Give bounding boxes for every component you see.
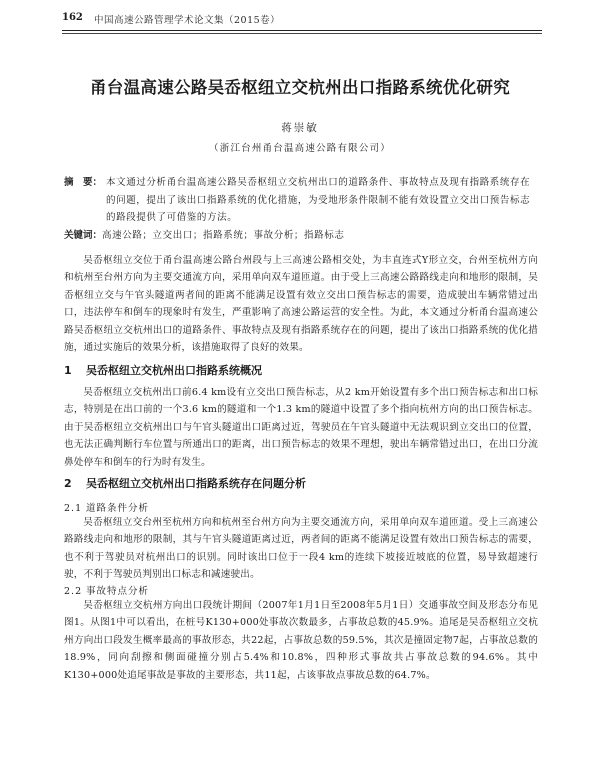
section-heading [64, 362, 262, 378]
page-header [62, 9, 562, 29]
header-rule [62, 30, 542, 31]
section-heading [64, 475, 306, 491]
author-affiliation: （浙江台州甬台温高速公路有限公司） [209, 143, 391, 154]
section-number: 1 [64, 364, 72, 377]
abstract-text: 本文通过分析甬台温高速公路吴岙枢纽立交杭州出口的道路条件、事故特点及现有指路系统存在的问题，提出了该出口指路系统的优化措施，为受地形条件限制不能有效设置立交出口预告标志的路段提供了可借鉴的方法。 [106, 177, 531, 223]
header-rule-thin [62, 33, 542, 34]
keywords [64, 227, 544, 241]
keywords-text: 高速公路；立交出口；指路系统；事故分析；指路标志 [102, 230, 345, 241]
subsection-paragraph: 吴岙枢纽立交台州至杭州方向和杭州至台州方向为主要交通流方向，采用单向双车道匝道。受上三高速公路路线走向和地形的限制，其与午官头隧道距离过近，两者间的距离不能满足设置有效出口预告标志的需要，也不利于驾驶员对杭州出口的识别。同时该出口位于一段4 km的连续下坡接近坡底的位置，易导致超速行驶，不利于驾驶员判别出口标志和减速驶出。 [64, 517, 538, 581]
intro-paragraph: 吴岙枢纽立交位于甬台温高速公路台州段与上三高速公路相交处，为丰直连式Y形立交，台州至杭州方向和杭州至台州方向为主要交通流方向，采用单向双车道匝道。由于受上三高速公路路线走向和地形的限制，吴岙枢纽立交与午官头隧道两者间的距离不能满足设置有效立交出口预告标志的需要，造成驶出车辆常错过出口，违法停车和倒车的现象时有发生，严重影响了高速公路运营的安全性。为此，本文通过分析甬台温高速公路吴岙枢纽立交杭州出口的道路条件、事故特点及现有指路系统存在的问题，提出了该出口指路系统的优化措施，通过实施后的效果分析，该措施取得了良好的效果。 [64, 255, 538, 354]
keywords-label: 关键词： [64, 230, 103, 241]
page-number: 162 [62, 12, 83, 23]
abstract [64, 174, 544, 227]
subsection-title: 事故特点分析 [86, 586, 150, 597]
section-number: 2 [64, 477, 72, 490]
section-title: 吴岙枢纽立交杭州出口指路系统存在问题分析 [86, 477, 306, 490]
paper-title: 甬台温高速公路吴岙枢纽立交杭州出口指路系统优化研究 [90, 78, 510, 97]
author-name: 蒋崇敏 [281, 122, 319, 134]
subsection-heading [64, 500, 149, 514]
running-title: 中国高速公路管理学术论文集（2015卷） [94, 15, 281, 26]
abstract-label: 摘 要： [64, 177, 103, 188]
subsection-title: 道路条件分析 [86, 503, 150, 514]
subsection-number: 2.1 [64, 503, 83, 514]
section-title: 吴岙枢纽立交杭州出口指路系统概况 [86, 364, 262, 377]
subsection-number: 2.2 [64, 586, 83, 597]
section-paragraph: 吴岙枢纽立交杭州出口前6.4 km设有立交出口预告标志，从2 km开始设置有多个出口预告标志和出口标志，特别是在出口前的一个3.6 km的隧道和一个1.3 km的隧道中设置了多个指向杭州方向的出口预告标志。由于吴岙枢纽立交杭州出口与午官头隧道出口距离过近，驾驶员在午官头隧道中无法观识到立交出口的位置，也无法正确判断行车位置与所通出口的距离，出口预告标志的效果不理想，驶出车辆常错过出口，在出口分流鼻处停车和倒车的行为时有发生。 [64, 387, 538, 468]
subsection-heading [64, 583, 149, 597]
subsection-paragraph: 吴岙枢纽立交杭州方向出口段统计期间（2007年1月1日至2008年5月1日）交通事故空间及形态分布见图1。从图1中可以看出，在桩号K130+000处事故次数最多，占事故总数的45.9%。追尾是吴岙枢纽立交杭州方向出口段发生概率最高的事故形态，共22起，占事故总数的59.5%，其次是撞固定物7起，占事故总数的18.9%，同向刮擦和侧面碰撞分别占5.4%和10.8%，四种形式事故共占事故总数的94.6%。其中K130+000处追尾事故是事故的主要形态，共11起，占该事故点事故总数的64.7%。 [64, 600, 538, 681]
